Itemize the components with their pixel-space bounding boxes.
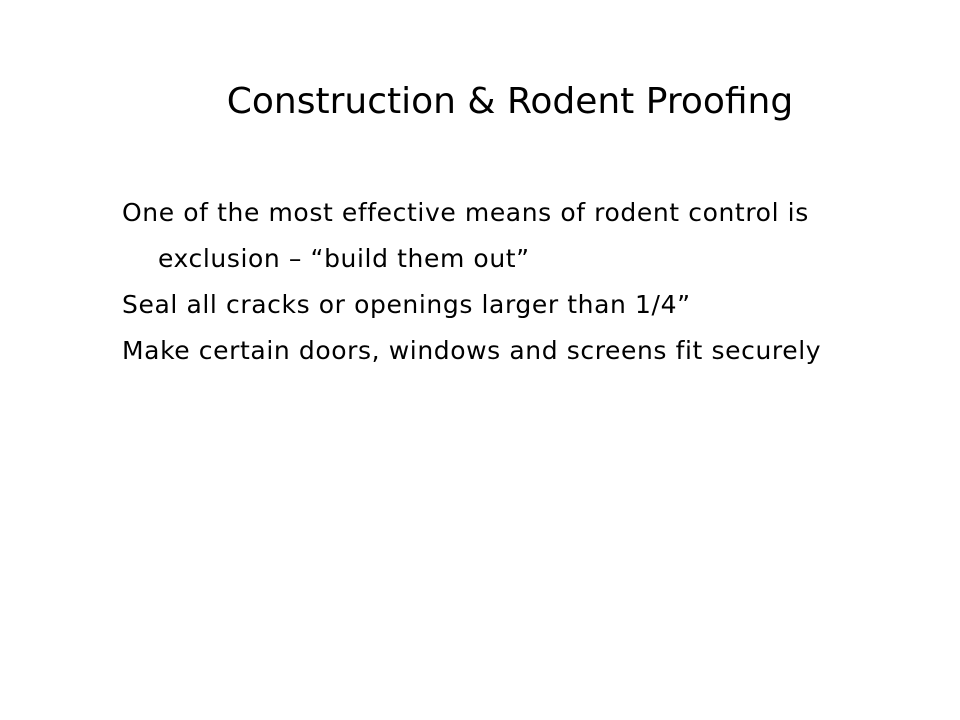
- slide-title: Construction & Rodent Proofing: [226, 81, 794, 122]
- bullet-item: Make certain doors, windows and screens fit securely: [122, 336, 822, 365]
- bullet-item: One of the most effective means of rodent control is exclusion – “build them out”: [122, 198, 809, 273]
- bullet-item: Seal all cracks or openings larger than 1/4”: [122, 290, 691, 319]
- bullet-list: [122, 190, 912, 374]
